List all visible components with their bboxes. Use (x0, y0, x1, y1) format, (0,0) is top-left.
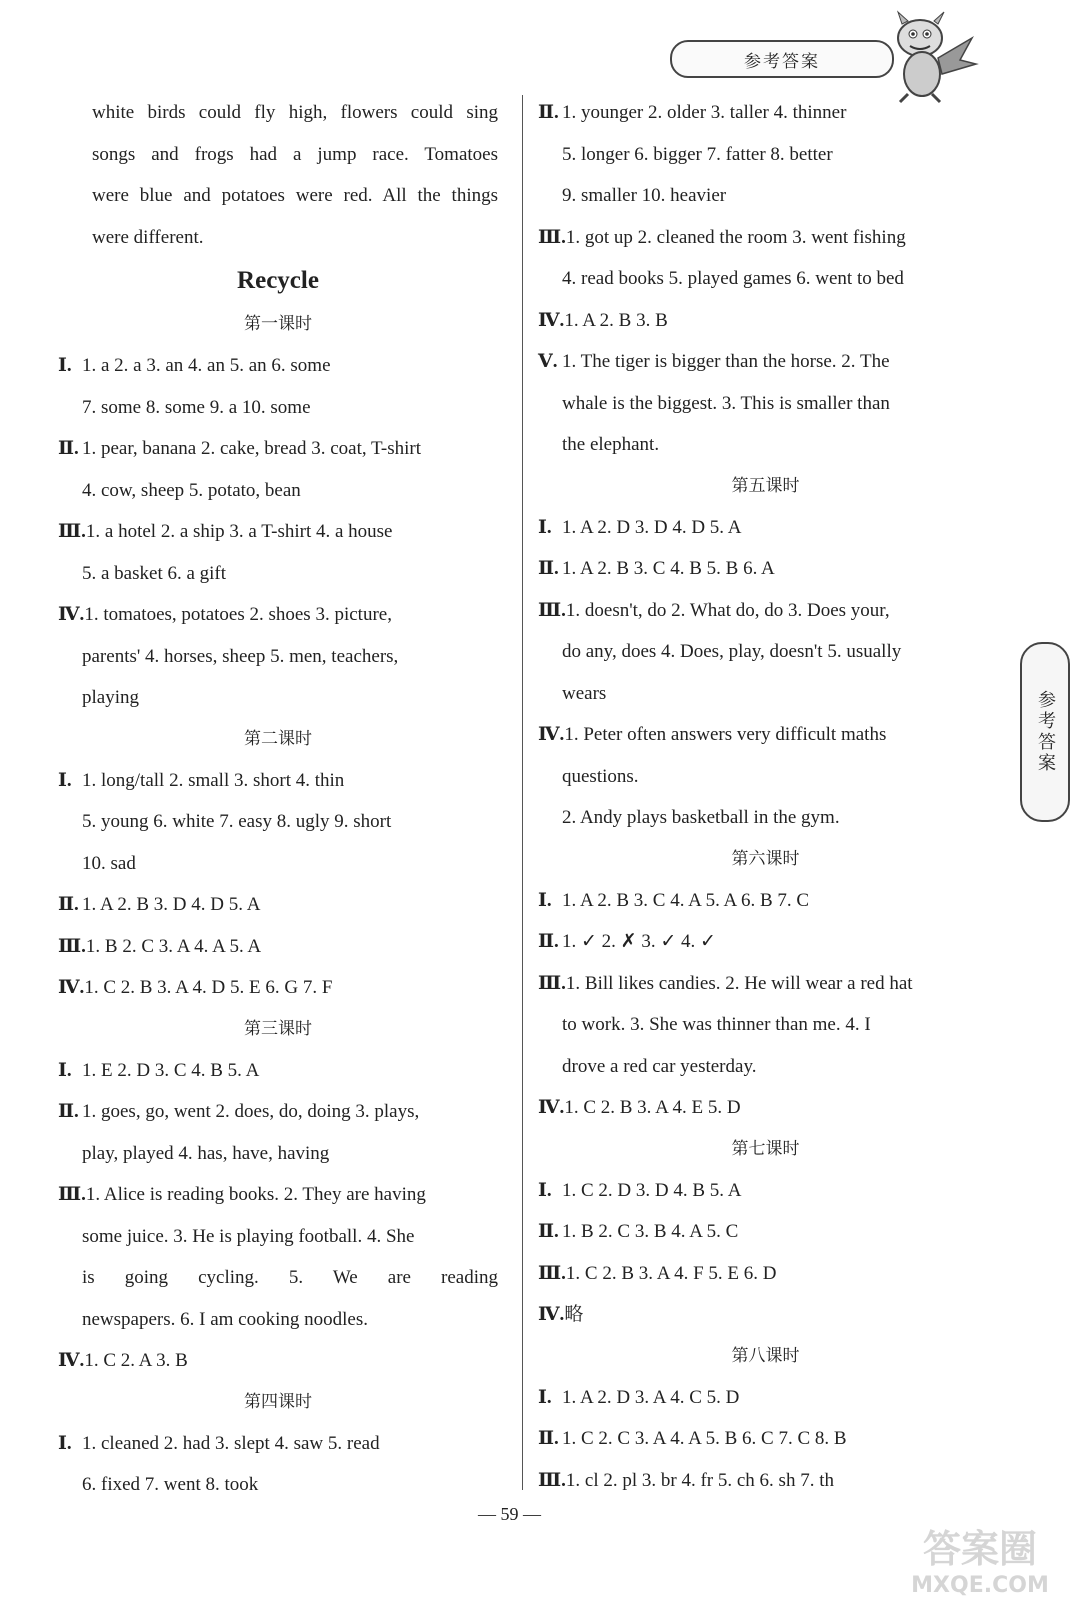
lesson-title: 第二课时 (244, 728, 312, 749)
answer-line (58, 1174, 498, 1216)
answer-line (58, 428, 498, 470)
intro-line: white birds could fly high, flowers could sing (92, 102, 498, 123)
header-tab-label: 参考答案 (744, 51, 820, 72)
answer-text: 1. C 2. B 3. A 4. D 5. E 6. G 7. F (84, 977, 333, 998)
answer-text: 1. Alice is reading books. 2. They are having (85, 1184, 426, 1205)
section-numeral: Ⅱ. (58, 438, 79, 459)
section-numeral: Ⅱ. (538, 102, 559, 123)
lesson-title: 第三课时 (244, 1018, 312, 1039)
answer-line (538, 507, 993, 549)
answer-text: 1. B 2. C 3. B 4. A 5. C (562, 1221, 739, 1242)
answer-line (538, 1211, 993, 1253)
answer-text: 1. ✓ 2. ✗ 3. ✓ 4. ✓ (562, 931, 716, 952)
answer-line: questions. (562, 765, 639, 787)
answer-line: playing (82, 687, 139, 708)
dragon-mascot-icon (880, 8, 980, 104)
side-tab (1020, 642, 1070, 822)
lesson-title: 第七课时 (731, 1138, 800, 1159)
answer-line (58, 760, 498, 802)
section-numeral: Ⅱ. (538, 1428, 559, 1449)
answer-line: 6. fixed 7. went 8. took (82, 1474, 259, 1495)
answer-line (58, 967, 498, 1009)
left-column (58, 92, 498, 1506)
section-numeral: Ⅴ. (538, 351, 558, 372)
answer-text: 1. The tiger is bigger than the horse. 2. The (562, 351, 890, 372)
answer-line: 9. smaller 10. heavier (562, 185, 727, 206)
lesson-title: 第八课时 (731, 1345, 800, 1366)
answer-text: 略 (564, 1304, 584, 1325)
side-tab-label: 参考答案 (1035, 690, 1056, 774)
section-numeral: Ⅰ. (538, 1386, 552, 1408)
column-divider (522, 95, 523, 1490)
answer-text: 1. doesn't, do 2. What do, do 3. Does your, (565, 599, 890, 621)
answer-line: 4. read books 5. played games 6. went to bed (562, 268, 904, 289)
answer-text: 1. A 2. D 3. D 4. D 5. A (562, 516, 742, 538)
section-numeral: Ⅳ. (538, 724, 565, 745)
answer-line (538, 341, 993, 383)
answer-line (538, 1294, 993, 1336)
watermark-line2: MXQE.COM (911, 1573, 1049, 1598)
answer-line (538, 921, 993, 963)
section-numeral: Ⅱ. (538, 558, 559, 579)
answer-line: to work. 3. She was thinner than me. 4. I (562, 1014, 871, 1035)
watermark-line1: 答案圈 (922, 1527, 1038, 1571)
answer-line (538, 1170, 993, 1212)
answer-line (538, 1087, 993, 1129)
answer-text: 1. goes, go, went 2. does, do, doing 3. plays, (82, 1101, 420, 1122)
section-numeral: Ⅱ. (58, 1101, 79, 1122)
answer-line: 5. young 6. white 7. easy 8. ugly 9. short (82, 811, 392, 832)
answer-text: 1. C 2. A 3. B (84, 1350, 188, 1371)
answer-line: 5. longer 6. bigger 7. fatter 8. better (562, 143, 833, 165)
answer-line: parents' 4. horses, sheep 5. men, teachers, (82, 645, 399, 667)
answer-line (538, 217, 993, 259)
section-numeral: Ⅰ. (58, 1059, 72, 1081)
answer-line (58, 594, 498, 636)
answer-text: 1. cleaned 2. had 3. slept 4. saw 5. read (82, 1432, 380, 1454)
answer-line (58, 1091, 498, 1133)
section-numeral: Ⅱ. (538, 1221, 559, 1242)
answer-line (58, 345, 498, 387)
section-numeral: Ⅰ. (58, 1432, 72, 1454)
answer-line (538, 1253, 993, 1295)
answer-text: 1. A 2. B 3. C 4. B 5. B 6. A (562, 558, 775, 579)
answer-line (58, 926, 498, 968)
answer-line: newspapers. 6. I am cooking noodles. (82, 1308, 368, 1330)
answer-text: 1. A 2. B 3. C 4. A 5. A 6. B 7. C (562, 889, 810, 911)
section-numeral: Ⅱ. (538, 931, 559, 952)
section-numeral: Ⅲ. (538, 1469, 566, 1491)
unit-title: Recycle (237, 267, 319, 294)
answer-text: 1. a 2. a 3. an 4. an 5. an 6. some (82, 355, 331, 376)
answer-line (538, 880, 993, 922)
answer-line: 4. cow, sheep 5. potato, bean (82, 479, 301, 501)
answer-text: 1. younger 2. older 3. taller 4. thinner (562, 102, 847, 123)
answer-text: 1. Bill likes candies. 2. He will wear a red hat (565, 972, 913, 994)
answer-line: 2. Andy plays basketball in the gym. (562, 807, 840, 828)
answer-line: 5. a basket 6. a gift (82, 562, 227, 584)
answer-text: 1. C 2. B 3. A 4. E 5. D (564, 1097, 741, 1118)
intro-line: songs and frogs had a jump race. Tomatoes (92, 143, 498, 165)
answer-text: 1. A 2. B 3. B (564, 309, 668, 331)
answer-line: drove a red car yesterday. (562, 1055, 757, 1077)
answer-line (538, 92, 993, 134)
answer-line: is going cycling. 5. We are reading (82, 1267, 498, 1288)
section-numeral: Ⅰ. (538, 1179, 552, 1201)
lesson-title: 第一课时 (244, 314, 312, 334)
answer-line (538, 1418, 993, 1460)
answer-line (538, 963, 993, 1005)
intro-line: were different. (92, 226, 204, 248)
lesson-title: 第五课时 (731, 475, 800, 496)
answer-text: 1. got up 2. cleaned the room 3. went fishing (565, 226, 906, 248)
answer-line (538, 1460, 993, 1502)
answer-line (58, 1340, 498, 1382)
answer-text: 1. pear, banana 2. cake, bread 3. coat, T-shirt (82, 438, 421, 459)
answer-line (58, 511, 498, 553)
section-numeral: Ⅰ. (58, 355, 72, 376)
page-number: — 59 — (478, 1504, 541, 1524)
lesson-title: 第四课时 (244, 1391, 312, 1412)
answer-line (538, 1377, 993, 1419)
answer-line: some juice. 3. He is playing football. 4. She (82, 1225, 415, 1247)
section-numeral: Ⅳ. (58, 1350, 85, 1371)
answer-text: 1. long/tall 2. small 3. short 4. thin (82, 769, 345, 791)
section-numeral: Ⅳ. (538, 309, 565, 331)
watermark-logo-icon (890, 1520, 1070, 1598)
section-numeral: Ⅱ. (58, 894, 79, 915)
section-numeral: Ⅲ. (538, 1262, 566, 1284)
header-tab (670, 40, 894, 78)
section-numeral: Ⅲ. (58, 521, 86, 542)
section-numeral: Ⅳ. (538, 1097, 565, 1118)
right-column (538, 92, 993, 1501)
answer-line (58, 1423, 498, 1465)
section-numeral: Ⅰ. (538, 516, 552, 538)
answer-line: play, played 4. has, have, having (82, 1142, 330, 1164)
answer-text: 1. C 2. B 3. A 4. F 5. E 6. D (565, 1262, 777, 1284)
section-numeral: Ⅲ. (538, 599, 566, 621)
answer-line: do any, does 4. Does, play, doesn't 5. usually (562, 641, 902, 662)
answer-line (538, 300, 993, 342)
answer-text: 1. B 2. C 3. A 4. A 5. A (85, 935, 262, 957)
answer-text: 1. A 2. B 3. D 4. D 5. A (82, 894, 261, 915)
answer-line: whale is the biggest. 3. This is smaller than (562, 392, 890, 414)
answer-text: 1. C 2. C 3. A 4. A 5. B 6. C 7. C 8. B (562, 1428, 847, 1449)
answer-text: 1. A 2. D 3. A 4. C 5. D (562, 1386, 740, 1408)
answer-line (58, 884, 498, 926)
section-numeral: Ⅳ. (58, 977, 85, 998)
section-numeral: Ⅳ. (58, 604, 85, 625)
answer-line (538, 590, 993, 632)
section-numeral: Ⅰ. (58, 769, 72, 791)
answer-text: 1. C 2. D 3. D 4. B 5. A (562, 1179, 742, 1201)
answer-line: the elephant. (562, 434, 660, 455)
answer-text: 1. tomatoes, potatoes 2. shoes 3. picture, (84, 604, 392, 625)
section-numeral: Ⅲ. (58, 935, 86, 957)
section-numeral: Ⅰ. (538, 889, 552, 911)
answer-text: 1. cl 2. pl 3. br 4. fr 5. ch 6. sh 7. th (565, 1469, 834, 1491)
answer-text: 1. a hotel 2. a ship 3. a T-shirt 4. a house (85, 521, 393, 542)
answer-text: 1. E 2. D 3. C 4. B 5. A (82, 1059, 260, 1081)
answer-line: 10. sad (82, 852, 136, 874)
intro-line: were blue and potatoes were red. All the things (92, 185, 498, 206)
section-numeral: Ⅲ. (58, 1184, 86, 1205)
section-numeral: Ⅲ. (538, 226, 566, 248)
lesson-title: 第六课时 (731, 848, 800, 869)
answer-line: wears (562, 682, 607, 704)
answer-line (538, 714, 993, 756)
answer-line (58, 1050, 498, 1092)
answer-line (538, 548, 993, 590)
section-numeral: Ⅳ. (538, 1304, 565, 1325)
answer-line: 7. some 8. some 9. a 10. some (82, 396, 311, 418)
answer-text: 1. Peter often answers very difficult maths (564, 724, 887, 745)
section-numeral: Ⅲ. (538, 972, 566, 994)
